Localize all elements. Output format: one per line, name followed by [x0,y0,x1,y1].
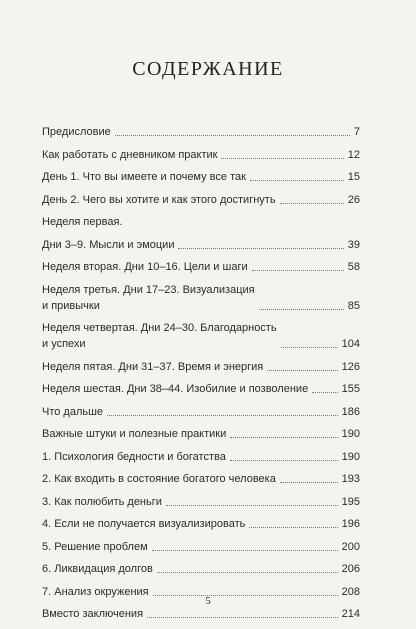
leader-dots [249,527,337,528]
page-title: СОДЕРЖАНИЕ [132,58,284,80]
leader-dots [280,482,338,483]
toc-entry [42,214,360,230]
leader-dots [166,505,338,506]
toc-entry [42,381,360,397]
toc-entry-page: 39 [347,238,360,251]
toc-entry-title: Неделя четвертая. Дни 24–30. Благодарность и успехи [42,322,277,350]
toc-entry [42,426,360,442]
toc-entry [42,449,360,465]
toc-entry-page: 200 [341,540,360,553]
toc-entry-title: Неделя пятая. Дни 31–37. Время и энергия [42,360,264,373]
toc-entry [42,259,360,275]
toc-entry-title: Неделя третья. Дни 17–23. Визуализация и привычки [42,283,255,312]
toc-entry-title: 1. Психология бедности и богатства [42,450,226,463]
toc-entry-title: Неделя шестая. Дни 38–44. Изобилие и позволение [42,383,309,395]
toc-entry-title: 2. Как входить в состояние богатого человека [42,473,276,485]
toc-entry-page: 208 [341,585,360,598]
toc-entry-page: 85 [347,299,360,312]
toc-entry-title: Неделя вторая. Дни 10–16. Цели и шаги [42,261,248,273]
toc-entry-page: 196 [341,518,360,530]
leader-dots [312,392,337,393]
toc-entry-title: Что дальше [42,405,104,418]
toc-entry [42,494,360,510]
toc-entry [42,124,360,140]
toc-entry-title: Важные штуки и полезные практики [42,428,227,440]
leader-dots [107,415,338,416]
toc-entry-page: 104 [341,338,360,350]
leader-dots [281,347,338,348]
page-number: 5 [205,595,211,607]
toc-entry [42,237,360,253]
leader-dots [230,460,338,461]
leader-dots [157,572,338,573]
toc-entry-page: 58 [347,261,360,273]
leader-dots [152,550,338,551]
toc-entry-page: 206 [341,563,360,575]
toc-entry-page: 190 [341,428,360,440]
toc-entry-page: 190 [341,450,360,463]
toc-entry-title: Вместо заключения [42,608,144,620]
toc-entry-page: 126 [341,360,360,373]
toc-entry-page: 195 [341,495,360,508]
toc-entry [42,404,360,420]
leader-dots [252,270,344,271]
toc-entry-title: 6. Ликвидация долгов [42,563,153,575]
toc-entry-page: 7 [353,126,360,138]
leader-dots [250,180,344,181]
toc-entry [42,192,360,208]
toc-entry [42,147,360,163]
toc-entry [42,359,360,375]
table-of-contents [42,124,360,629]
toc-entry-page: 193 [341,473,360,485]
toc-entry-title: 7. Анализ окружения [42,585,149,598]
toc-entry-page: 186 [341,405,360,418]
toc-entry-title: Как работать с дневником практик [42,148,218,161]
toc-entry-page: 26 [347,193,360,206]
toc-entry-page: 155 [341,383,360,395]
leader-dots [115,135,350,136]
toc-entry-title: 5. Решение проблем [42,540,148,553]
toc-entry-title: 4. Если не получается визуализировать [42,518,246,530]
toc-entry [42,561,360,577]
leader-dots [230,437,337,438]
toc-entry [42,282,360,314]
toc-entry-page: 12 [347,148,360,161]
toc-entry-title: Дни 3–9. Мысли и эмоции [42,238,175,251]
leader-dots [280,203,344,204]
toc-entry [42,539,360,555]
toc-entry-title: Предисловие [42,126,111,138]
leader-dots [147,617,338,618]
toc-entry-title: День 2. Чего вы хотите и как этого достигнуть [42,193,276,206]
toc-entry-title: 3. Как полюбить деньги [42,495,162,508]
toc-entry-page: 214 [341,608,360,620]
toc-entry [42,516,360,532]
toc-entry-title: День 1. Что вы имеете и почему все так [42,171,246,183]
toc-entry [42,606,360,622]
leader-dots [221,158,343,159]
leader-dots [259,309,344,310]
toc-entry-page: 15 [347,171,360,183]
toc-entry [42,320,360,352]
leader-dots [267,370,337,371]
leader-dots [178,248,343,249]
toc-entry [42,169,360,185]
toc-entry [42,471,360,487]
toc-entry-title: Неделя первая. [42,216,123,228]
